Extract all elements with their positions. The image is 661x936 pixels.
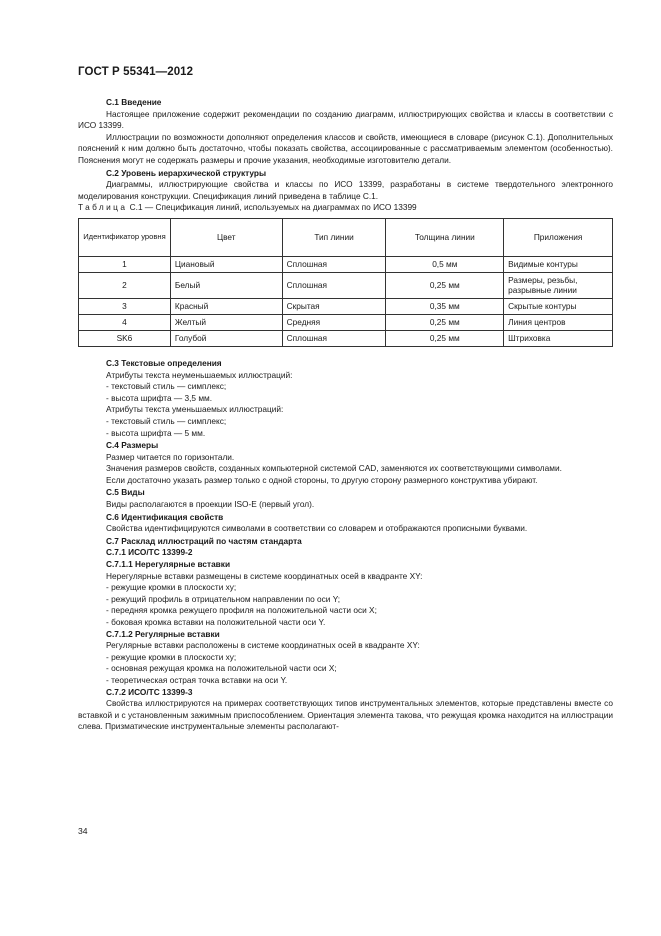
paragraph-c7-1-1: Нерегулярные вставки размещены в системе координатных осей в квадранте XY: xyxy=(106,570,423,581)
table-cell: Скрытая xyxy=(282,298,386,314)
table-header-cell: Идентификатор уровня xyxy=(79,218,171,256)
paragraph-c6-1: Свойства идентифицируются символами в соответствии со словарем и отображаются прописными буквами. xyxy=(106,523,528,534)
table-cell: 1 xyxy=(79,256,171,272)
paragraph-c4-1: Размер читается по горизонтали. xyxy=(106,451,235,462)
table-cell: Желтый xyxy=(170,314,282,330)
table-header-cell: Тип линии xyxy=(282,218,386,256)
text-line: Атрибуты текста неуменьшаемых иллюстраций: xyxy=(106,369,293,380)
list-item: - текстовый стиль — симплекс; xyxy=(106,415,227,426)
paragraph-c7-2: Свойства иллюстрируются на примерах соответствующих типов инструментальных элементов, которые представлены вместе со вставкой и с установленным зажимным приспособлением. Ориентация элемента такова, что режущая кромка находится на иллюстрации слева. Призматические инструментальные элементы располагают- xyxy=(78,698,613,732)
table-cell: Видимые контуры xyxy=(504,256,613,272)
list-item: - основная режущая кромка на положительной части оси X; xyxy=(106,663,337,674)
table-row xyxy=(79,314,613,330)
table-cell: 3 xyxy=(79,298,171,314)
paragraph-c2-1: Диаграммы, иллюстрирующие свойства и классы по ИСО 13399, разработаны в системе твердотельного электронного моделирования конструкции. Спецификация линий приведена в таблице С.1. xyxy=(78,179,613,201)
table-cell: Размеры, резьбы, разрывные линии xyxy=(504,272,613,298)
list-item: - теоретическая острая точка вставки на оси Y. xyxy=(106,674,288,685)
paragraph-c5-1: Виды располагаются в проекции ISO-E (первый угол). xyxy=(106,499,315,510)
table-cell: 0,25 мм xyxy=(386,314,504,330)
list-item: - режущие кромки в плоскости xy; xyxy=(106,582,237,593)
document-body xyxy=(78,97,613,733)
table-caption xyxy=(78,202,613,214)
table-cell: SK6 xyxy=(79,330,171,346)
table-cell: Линия центров xyxy=(504,314,613,330)
list-item: - режущий профиль в отрицательном направлении по оси Y; xyxy=(106,593,341,604)
paragraph-c1-2: Иллюстрации по возможности дополняют определения классов и свойств, имеющиеся в словаре (рисунок С.1). Дополнительных пояснений к ним должно быть достаточно, чтобы показать свойства, ассоциированные с рассматриваемым элементом (особенностью). Пояснения могут не содержать размеры и прочие указания, необходимые изготовителю детали. xyxy=(78,131,613,165)
table-row xyxy=(79,298,613,314)
table-cell: 0,25 мм xyxy=(386,272,504,298)
heading-c7-1: С.7.1 ИСО/ТС 13399-2 xyxy=(106,547,193,558)
table-cell: 0,25 мм xyxy=(386,330,504,346)
table-row xyxy=(79,330,613,346)
table-cell: Циановый xyxy=(170,256,282,272)
heading-c3: С.3 Текстовые определения xyxy=(106,357,222,368)
heading-c7-2: С.7.2 ИСО/ТС 13399-3 xyxy=(106,686,193,697)
text-line: Атрибуты текста уменьшаемых иллюстраций: xyxy=(106,404,284,415)
heading-c2: С.2 Уровень иерархической структуры xyxy=(106,167,267,178)
table-header-row xyxy=(79,218,613,256)
document-header: ГОСТ Р 55341—2012 xyxy=(78,66,194,78)
table-cell: Штриховка xyxy=(504,330,613,346)
paragraph-c1-1: Настоящее приложение содержит рекомендации по созданию диаграмм, иллюстрирующих свойства и классы в соответствии с ИСО 13399. xyxy=(78,108,613,131)
page-number: 34 xyxy=(78,826,88,836)
heading-c1: С.1 Введение xyxy=(106,97,162,107)
paragraph-c4-2: Значения размеров свойств, созданных компьютерной системой CAD, заменяются их соответствующими символами. xyxy=(106,463,562,474)
table-cell: 0,35 мм xyxy=(386,298,504,314)
table-cell: Сплошная xyxy=(282,256,386,272)
list-item: - текстовый стиль — симплекс; xyxy=(106,381,227,392)
table-cell: Средняя xyxy=(282,314,386,330)
table-cell: Белый xyxy=(170,272,282,298)
line-spec-table xyxy=(78,218,613,347)
table-caption-prefix: Таблица xyxy=(78,202,128,213)
table-cell: Голубой xyxy=(170,330,282,346)
table-cell: Красный xyxy=(170,298,282,314)
list-item: - передняя кромка режущего профиля на положительной части оси X; xyxy=(106,605,377,616)
table-header-cell: Цвет xyxy=(170,218,282,256)
heading-c5: С.5 Виды xyxy=(106,487,145,498)
table-cell: Сплошная xyxy=(282,330,386,346)
list-item: - высота шрифта — 3,5 мм. xyxy=(106,392,213,403)
list-item: - боковая кромка вставки на положительной части оси Y. xyxy=(106,617,326,627)
list-item: - режущие кромки в плоскости xy; xyxy=(106,651,237,662)
heading-c7: С.7 Расклад иллюстраций по частям стандарта xyxy=(106,535,302,546)
table-row xyxy=(79,272,613,298)
list-item: - высота шрифта — 5 мм. xyxy=(106,427,206,438)
paragraph-c4-3: Если достаточно указать размер только с одной стороны, то другую сторону размерного конструктива убирают. xyxy=(106,474,538,485)
heading-c4: С.4 Размеры xyxy=(106,440,159,451)
table-cell: 0,5 мм xyxy=(386,256,504,272)
table-header-cell: Приложения xyxy=(504,218,613,256)
table-cell: Сплошная xyxy=(282,272,386,298)
table-caption-text: С.1 — Спецификация линий, используемых на диаграммах по ИСО 13399 xyxy=(127,202,417,213)
table-cell: Скрытые контуры xyxy=(504,298,613,314)
table-cell: 4 xyxy=(79,314,171,330)
table-cell: 2 xyxy=(79,272,171,298)
heading-c6: С.6 Идентификация свойств xyxy=(106,511,224,522)
heading-c7-1-2: С.7.1.2 Регулярные вставки xyxy=(106,628,220,639)
table-header-cell: Толщина линии xyxy=(386,218,504,256)
table-row xyxy=(79,256,613,272)
heading-c7-1-1: С.7.1.1 Нерегулярные вставки xyxy=(106,559,231,570)
paragraph-c7-1-2: Регулярные вставки расположены в системе координатных осей в квадранте XY: xyxy=(106,640,420,651)
